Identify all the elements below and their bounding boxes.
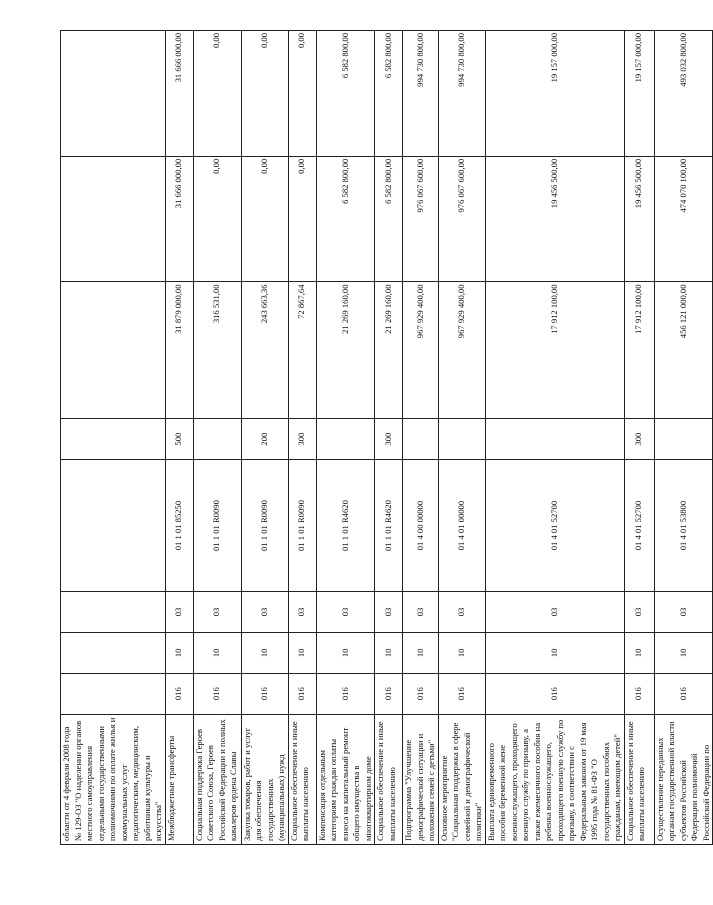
cell-cs (61, 460, 166, 592)
cell-pr: 03 (654, 592, 713, 633)
cell-s1: 967 929 400,00 (438, 282, 485, 419)
cell-vr: 200 (241, 419, 288, 460)
cell-ved: 016 (624, 673, 654, 714)
cell-ved: 016 (485, 673, 624, 714)
cell-ved: 016 (438, 673, 485, 714)
cell-s1: 31 879 000,00 (165, 282, 193, 419)
rotated-page (60, 30, 711, 845)
cell-name: Компенсация отдельным категориям граждан оплаты взноса на капитальный ремонт общего имущества в многоквартирном доме (316, 714, 375, 844)
cell-cs: 01 1 01 R4620 (316, 460, 375, 592)
cell-ved: 016 (654, 673, 713, 714)
cell-s3: 6 582 800,00 (375, 31, 403, 157)
cell-cs: 01 4 00 00000 (403, 460, 439, 592)
cell-rz: 10 (316, 632, 375, 673)
cell-rz: 10 (165, 632, 193, 673)
table-row (485, 31, 624, 845)
cell-cs: 01 4 01 00000 (438, 460, 485, 592)
cell-name: Социальное обеспечение и иные выплаты населению (288, 714, 316, 844)
cell-pr: 03 (375, 592, 403, 633)
cell-name: Основное мероприятие "Социальная поддержка в сфере семейной и демографической политики" (438, 714, 485, 844)
cell-pr: 03 (165, 592, 193, 633)
cell-rz: 10 (654, 632, 713, 673)
cell-vr (485, 419, 624, 460)
cell-s3: 6 582 800,00 (316, 31, 375, 157)
cell-s2: 6 582 800,00 (375, 156, 403, 282)
cell-s1: 21 269 160,00 (375, 282, 403, 419)
cell-pr: 03 (485, 592, 624, 633)
cell-vr (403, 419, 439, 460)
cell-s1: 967 929 400,00 (403, 282, 439, 419)
cell-s2: 6 582 800,00 (316, 156, 375, 282)
cell-s2: 0,00 (288, 156, 316, 282)
table-row (403, 31, 439, 845)
table-row (241, 31, 288, 845)
cell-name: Социальное обеспечение и иные выплаты населению (375, 714, 403, 844)
cell-pr: 03 (193, 592, 241, 633)
cell-s1: 17 912 100,00 (485, 282, 624, 419)
cell-cs: 01 1 01 85250 (165, 460, 193, 592)
cell-pr: 03 (403, 592, 439, 633)
table-row (165, 31, 193, 845)
cell-rz: 10 (403, 632, 439, 673)
cell-s1: 21 269 160,00 (316, 282, 375, 419)
cell-s1: 456 121 000,00 (654, 282, 713, 419)
cell-cs: 01 1 01 R0090 (241, 460, 288, 592)
cell-s1: 243 663,36 (241, 282, 288, 419)
cell-s1: 72 867,64 (288, 282, 316, 419)
table-row (61, 31, 166, 845)
cell-ved: 016 (403, 673, 439, 714)
cell-s3: 19 157 000,00 (624, 31, 654, 157)
cell-pr (61, 592, 166, 633)
table-row (288, 31, 316, 845)
cell-s3: 0,00 (288, 31, 316, 157)
cell-vr: 300 (375, 419, 403, 460)
table-row (654, 31, 713, 845)
table-row (316, 31, 375, 845)
cell-pr: 03 (316, 592, 375, 633)
cell-cs: 01 4 01 52700 (485, 460, 624, 592)
cell-name: Выплата единовременного пособия беременной жене военнослужащего, проходящего военную службу по призыву, а также ежемесячного пособия на ребенка военнослужащего, проходящего военную службу по призыву, в соответствии с Федеральным законом от 19 мая 1995 года № 81-ФЗ "О государственных пособиях гражданам, имеющим детей" (485, 714, 624, 844)
cell-vr: 300 (624, 419, 654, 460)
cell-s2: 31 666 000,00 (165, 156, 193, 282)
cell-pr: 03 (288, 592, 316, 633)
cell-s2: 19 456 500,00 (485, 156, 624, 282)
cell-s3: 0,00 (241, 31, 288, 157)
cell-name: Межбюджетные трансферты (165, 714, 193, 844)
cell-s2: 0,00 (193, 156, 241, 282)
cell-rz: 10 (288, 632, 316, 673)
cell-s2 (61, 156, 166, 282)
cell-name: области от 4 февраля 2008 года № 129-ОЗ "О наделении органов местного самоуправления отдельными государственными полномочиями по оплате жилья и коммунальных услуг педагогическим, медицинским, работникам культуры и искусства" (61, 714, 166, 844)
cell-s2: 19 456 500,00 (624, 156, 654, 282)
cell-name: Социальное обеспечение и иные выплаты населению (624, 714, 654, 844)
cell-ved: 016 (375, 673, 403, 714)
cell-cs: 01 4 01 53800 (654, 460, 713, 592)
cell-vr (61, 419, 166, 460)
cell-vr (438, 419, 485, 460)
cell-rz: 10 (193, 632, 241, 673)
table-row (193, 31, 241, 845)
cell-pr: 03 (438, 592, 485, 633)
cell-rz: 10 (485, 632, 624, 673)
cell-name: Закупка товаров, работ и услуг для обеспечения государственных (муниципальных) нужд (241, 714, 288, 844)
cell-vr (316, 419, 375, 460)
cell-s2: 0,00 (241, 156, 288, 282)
cell-s3: 994 730 800,00 (438, 31, 485, 157)
cell-s3: 0,00 (193, 31, 241, 157)
cell-s2: 976 067 600,00 (403, 156, 439, 282)
cell-ved: 016 (193, 673, 241, 714)
cell-s1 (61, 282, 166, 419)
cell-ved: 016 (241, 673, 288, 714)
cell-s1: 17 912 100,00 (624, 282, 654, 419)
cell-vr: 300 (288, 419, 316, 460)
cell-rz: 10 (241, 632, 288, 673)
cell-vr (654, 419, 713, 460)
cell-s3: 994 730 800,00 (403, 31, 439, 157)
cell-cs: 01 4 01 52700 (624, 460, 654, 592)
cell-pr: 03 (241, 592, 288, 633)
budget-table (60, 30, 713, 845)
cell-name: Социальная поддержка Героев Советского Союза, Героев Российской Федерации и полных кавалеров ордена Славы (193, 714, 241, 844)
cell-rz: 10 (624, 632, 654, 673)
cell-ved: 016 (165, 673, 193, 714)
cell-vr (193, 419, 241, 460)
table-row (624, 31, 654, 845)
cell-cs: 01 1 01 R4620 (375, 460, 403, 592)
cell-cs: 01 1 01 R0090 (288, 460, 316, 592)
cell-ved: 016 (288, 673, 316, 714)
cell-ved (61, 673, 166, 714)
table-row (375, 31, 403, 845)
cell-s1: 316 531,00 (193, 282, 241, 419)
cell-name: Осуществление переданных органам государственной власти субъектов Российской Федерации полномочий Российской Федерации по (654, 714, 713, 844)
cell-s2: 976 067 600,00 (438, 156, 485, 282)
cell-s3: 493 032 800,00 (654, 31, 713, 157)
cell-s3 (61, 31, 166, 157)
cell-vr: 500 (165, 419, 193, 460)
cell-s3: 19 157 000,00 (485, 31, 624, 157)
cell-s2: 474 070 100,00 (654, 156, 713, 282)
cell-cs: 01 1 01 R0090 (193, 460, 241, 592)
cell-ved: 016 (316, 673, 375, 714)
cell-s3: 31 666 000,00 (165, 31, 193, 157)
cell-name: Подпрограмма "Улучшение демографической ситуации и положения семей с детьми" (403, 714, 439, 844)
cell-rz: 10 (375, 632, 403, 673)
cell-pr: 03 (624, 592, 654, 633)
table-row (438, 31, 485, 845)
cell-rz: 10 (438, 632, 485, 673)
cell-rz (61, 632, 166, 673)
